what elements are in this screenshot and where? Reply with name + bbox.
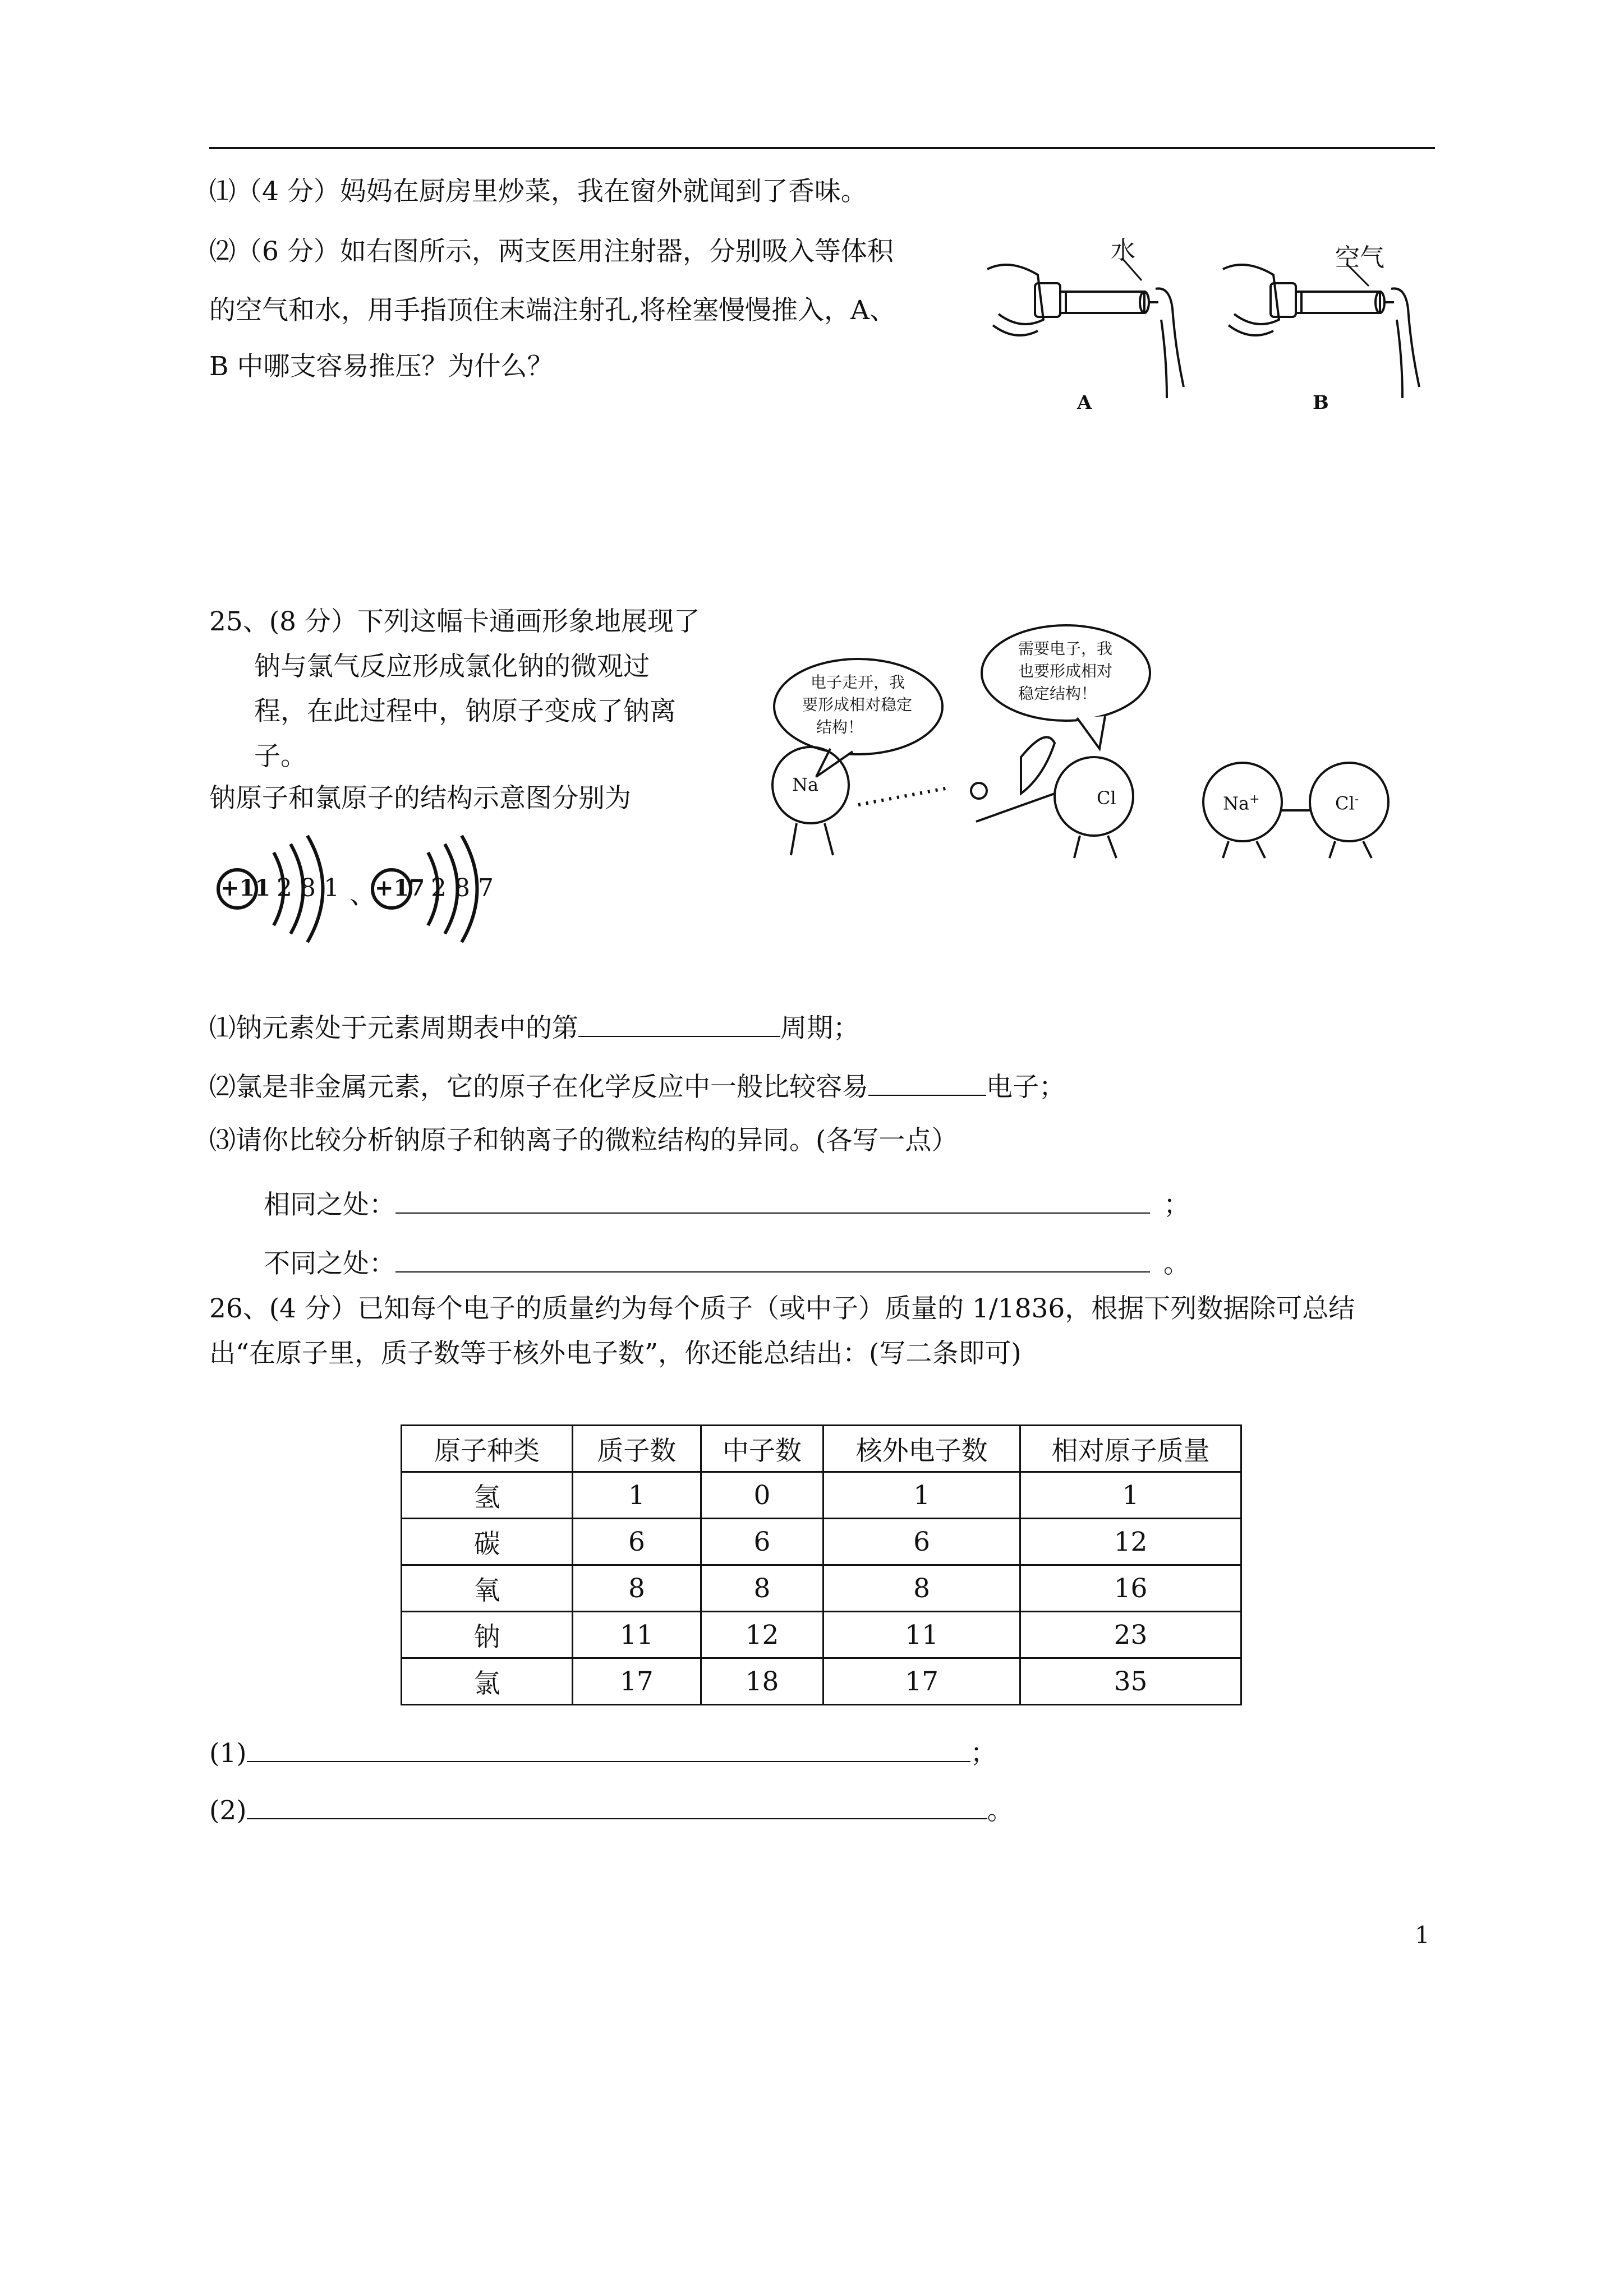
table-cell: 18 <box>701 1658 823 1705</box>
table-cell: 1 <box>573 1472 701 1519</box>
table-row <box>402 1519 1241 1565</box>
table-cell: 17 <box>823 1658 1020 1705</box>
table-cell: 12 <box>701 1612 823 1658</box>
answer2-blank[interactable] <box>247 1795 987 1819</box>
answer1-label: (1) <box>209 1738 247 1769</box>
bubble2-line2: 也要形成相对 <box>1018 662 1113 680</box>
q26-answer2 <box>209 1795 1014 1824</box>
q26-answer1 <box>209 1737 997 1767</box>
table-cell: 11 <box>823 1612 1020 1658</box>
page-number: 1 <box>1415 1921 1430 1949</box>
q25-sub1-text: ⑴钠元素处于元素周期表中的第 <box>209 1013 578 1044</box>
table-row <box>402 1472 1241 1519</box>
q25-sub2-suffix: 电子； <box>986 1072 1065 1103</box>
q25-line1: 25、(8 分）下列这幅卡通画形象地展现了 <box>209 606 700 637</box>
table-cell: 8 <box>701 1565 823 1612</box>
q25-sub3: ⑶请你比较分析钠原子和钠离子的微粒结构的异同。(各写一点） <box>209 1125 958 1156</box>
table-cell: 0 <box>701 1472 823 1519</box>
na-shells: 2 8 1 <box>277 874 339 902</box>
table-header: 原子种类 <box>402 1426 573 1472</box>
q25-sub2-blank[interactable] <box>868 1071 986 1096</box>
table-cell: 8 <box>573 1565 701 1612</box>
structure-separator: 、 <box>349 879 376 910</box>
bubble2-line3: 稳定结构！ <box>1018 684 1097 703</box>
table-cell: 12 <box>1020 1519 1241 1565</box>
table-cell: 钠 <box>402 1612 573 1658</box>
label-b: B <box>1313 391 1329 414</box>
table-cell: 16 <box>1020 1565 1241 1612</box>
table-cell: 35 <box>1020 1658 1241 1705</box>
table-cell: 17 <box>573 1658 701 1705</box>
na-nucleus: +11 <box>220 875 271 901</box>
q24-part1: ⑴（4 分）妈妈在厨房里炒菜，我在窗外就闻到了香味。 <box>209 176 867 207</box>
q25-line2: 钠与氯气反应形成氯化钠的微观过 <box>254 651 650 682</box>
table-header: 核外电子数 <box>823 1426 1020 1472</box>
answer1-blank[interactable] <box>247 1737 970 1762</box>
diff-answer-blank[interactable] <box>395 1248 1150 1273</box>
diff-end: 。 <box>1163 1248 1190 1279</box>
q25-line4: 子。 <box>254 741 307 772</box>
same-answer-blank[interactable] <box>395 1189 1150 1214</box>
table-cell: 碳 <box>402 1519 573 1565</box>
label-air: 空气 <box>1335 243 1384 272</box>
table-cell: 6 <box>823 1519 1020 1565</box>
same-label: 相同之处： <box>264 1190 395 1220</box>
bubble1-line3: 结构！ <box>816 718 864 736</box>
q24-part2-line3: B 中哪支容易推压？为什么？ <box>209 351 554 382</box>
bubble1-line1: 电子走开，我 <box>811 673 905 691</box>
q25-diff-row <box>264 1248 1190 1277</box>
q25-line3: 程，在此过程中，钠原子变成了钠离 <box>254 696 676 727</box>
ion-cl-label <box>1335 794 1359 813</box>
table-header: 中子数 <box>701 1426 823 1472</box>
table-header: 相对原子质量 <box>1020 1426 1241 1472</box>
q26-line1: 26、(4 分）已知每个电子的质量约为每个质子（或中子）质量的 1/1836，根据下列数据除可总结 <box>209 1293 1355 1324</box>
sodium-chlorine-cartoon <box>763 608 1436 861</box>
table-cell: 氧 <box>402 1565 573 1612</box>
ion-na-symbol: Na <box>1223 792 1250 814</box>
table-row <box>402 1565 1241 1612</box>
q25-line5: 钠原子和氯原子的结构示意图分别为 <box>209 783 631 814</box>
q25-sub1 <box>209 1012 859 1044</box>
ion-cl-charge: - <box>1354 792 1359 806</box>
answer2-end: 。 <box>987 1795 1014 1826</box>
answer2-label: (2) <box>209 1795 247 1826</box>
atom-na-label: Na <box>792 774 819 795</box>
cl-nucleus: +17 <box>375 875 425 901</box>
table-cell: 氢 <box>402 1472 573 1519</box>
diff-label: 不同之处： <box>264 1248 395 1279</box>
q25-sub2-text: ⑵氯是非金属元素，它的原子在化学反应中一般比较容易 <box>209 1072 868 1103</box>
q24-part2-line2: 的空气和水，用手指顶住末端注射孔,将栓塞慢慢推入，A、 <box>209 295 896 326</box>
table-header: 质子数 <box>573 1426 701 1472</box>
atom-cl-label: Cl <box>1097 787 1116 809</box>
answer1-end: ； <box>970 1738 997 1769</box>
ion-na-label <box>1223 794 1260 813</box>
table-cell: 6 <box>573 1519 701 1565</box>
table-row <box>402 1612 1241 1658</box>
header-rule <box>209 147 1435 149</box>
q25-sub1-blank[interactable] <box>578 1012 780 1037</box>
table-cell: 氯 <box>402 1658 573 1705</box>
atom-data-table <box>401 1424 1242 1705</box>
ion-cl-symbol: Cl <box>1335 792 1355 814</box>
table-cell: 8 <box>823 1565 1020 1612</box>
label-water: 水 <box>1111 236 1135 265</box>
q25-sub2 <box>209 1071 1065 1103</box>
same-end: ； <box>1163 1190 1190 1220</box>
ion-na-charge: + <box>1249 792 1260 806</box>
table-cell: 23 <box>1020 1612 1241 1658</box>
table-header-row <box>402 1426 1241 1472</box>
table-cell: 6 <box>701 1519 823 1565</box>
table-cell: 1 <box>1020 1472 1241 1519</box>
syringe-figure <box>976 236 1436 421</box>
atomic-structure-diagrams <box>209 830 501 948</box>
q26-line2: 出“在原子里，质子数等于核外电子数”，你还能总结出：(写二条即可) <box>209 1338 1022 1369</box>
cl-shells: 2 8 7 <box>431 874 494 902</box>
q25-sub1-suffix: 周期； <box>780 1013 859 1044</box>
q25-same-row <box>264 1189 1190 1218</box>
table-cell: 11 <box>573 1612 701 1658</box>
table-row <box>402 1658 1241 1705</box>
bubble2-line1: 需要电子，我 <box>1018 639 1113 658</box>
q24-part2-line1: ⑵（6 分）如右图所示，两支医用注射器，分别吸入等体积 <box>209 236 894 267</box>
bubble1-line2: 要形成相对稳定 <box>802 695 913 714</box>
table-cell: 1 <box>823 1472 1020 1519</box>
label-a: A <box>1077 391 1092 414</box>
